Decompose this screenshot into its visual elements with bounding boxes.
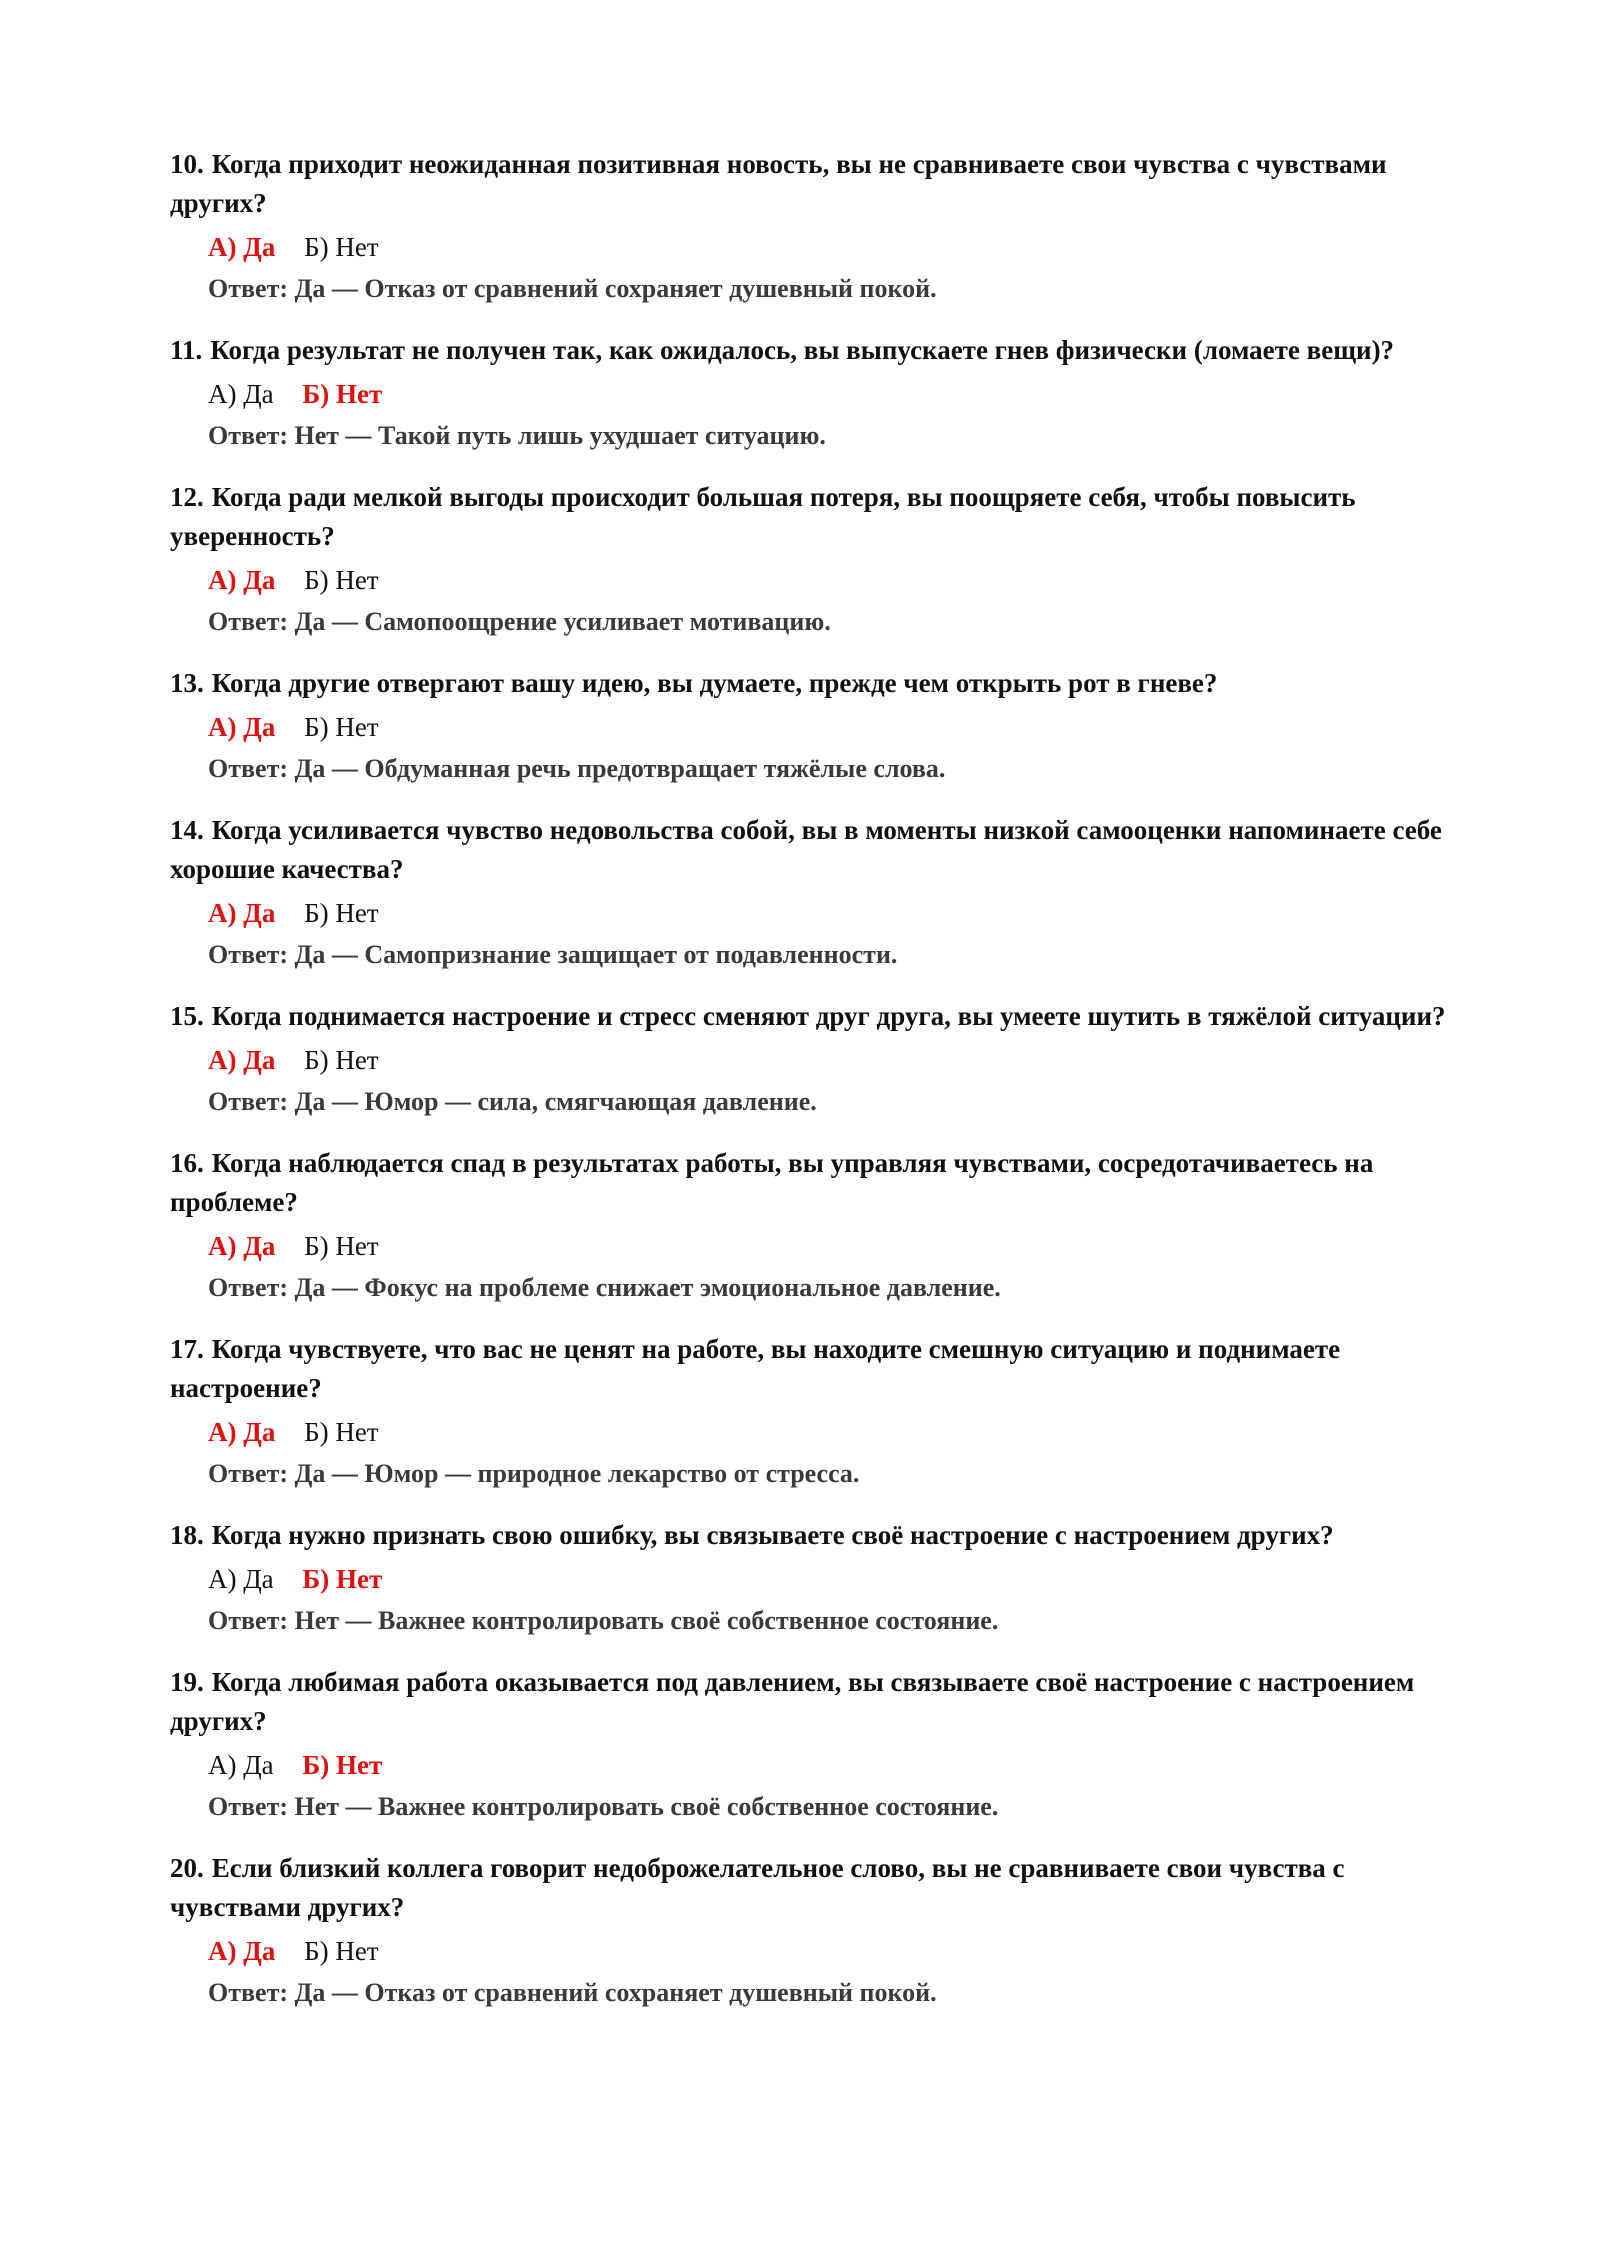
question-body: Если близкий коллега говорит недоброжелательное слово, вы не сравниваете свои чувства с чувствами других? xyxy=(170,1853,1345,1922)
question-text xyxy=(170,997,1450,1036)
answer-explanation: Ответ: Да — Отказ от сравнений сохраняет душевный покой. xyxy=(208,1978,937,2007)
answer-explanation: Ответ: Да — Отказ от сравнений сохраняет душевный покой. xyxy=(208,274,937,303)
question-number: 14. xyxy=(170,815,204,845)
option-b[interactable]: Б) Нет xyxy=(304,1417,379,1447)
answer-options xyxy=(170,1561,1450,1597)
question-item xyxy=(170,1516,1450,1639)
question-text xyxy=(170,145,1450,223)
question-text xyxy=(170,664,1450,703)
question-number: 11. xyxy=(170,335,203,365)
option-b[interactable]: Б) Нет xyxy=(304,898,379,928)
option-b[interactable]: Б) Нет xyxy=(302,1564,383,1594)
question-text xyxy=(170,1516,1450,1555)
answer-options xyxy=(170,562,1450,598)
option-b[interactable]: Б) Нет xyxy=(302,379,383,409)
answer-options xyxy=(170,1747,1450,1783)
question-text xyxy=(170,811,1450,889)
answer-explanation: Ответ: Нет — Важнее контролировать своё собственное состояние. xyxy=(208,1792,999,1821)
answer-explanation: Ответ: Да — Самопризнание защищает от подавленности. xyxy=(208,940,898,969)
question-body: Когда усиливается чувство недовольства собой, вы в моменты низкой самооценки напоминаете себе хорошие качества? xyxy=(170,815,1442,884)
question-body: Когда приходит неожиданная позитивная новость, вы не сравниваете свои чувства с чувствами других? xyxy=(170,149,1387,218)
question-body: Когда нужно признать свою ошибку, вы связываете своё настроение с настроением других? xyxy=(211,1520,1334,1550)
option-a[interactable]: А) Да xyxy=(208,232,276,262)
question-body: Когда результат не получен так, как ожидалось, вы выпускаете гнев физически (ломаете вещи)? xyxy=(210,335,1395,365)
question-number: 20. xyxy=(170,1853,204,1883)
option-b[interactable]: Б) Нет xyxy=(304,1045,379,1075)
option-a[interactable]: А) Да xyxy=(208,1750,274,1780)
question-body: Когда другие отвергают вашу идею, вы думаете, прежде чем открыть рот в гневе? xyxy=(211,668,1218,698)
question-text xyxy=(170,1330,1450,1408)
option-b[interactable]: Б) Нет xyxy=(304,712,379,742)
option-b[interactable]: Б) Нет xyxy=(304,1231,379,1261)
option-b[interactable]: Б) Нет xyxy=(304,565,379,595)
question-number: 18. xyxy=(170,1520,204,1550)
question-item xyxy=(170,811,1450,973)
question-item xyxy=(170,1663,1450,1825)
option-a[interactable]: А) Да xyxy=(208,1231,276,1261)
question-item xyxy=(170,1330,1450,1492)
question-body: Когда любимая работа оказывается под давлением, вы связываете своё настроение с настроением других? xyxy=(170,1667,1415,1736)
option-b[interactable]: Б) Нет xyxy=(304,1936,379,1966)
answer-explanation: Ответ: Да — Самопоощрение усиливает мотивацию. xyxy=(208,607,831,636)
question-list xyxy=(170,145,1450,2011)
question-item xyxy=(170,1849,1450,2011)
option-a[interactable]: А) Да xyxy=(208,1936,276,1966)
question-text xyxy=(170,1663,1450,1741)
question-item xyxy=(170,331,1450,454)
option-a[interactable]: А) Да xyxy=(208,379,274,409)
answer-options xyxy=(170,1414,1450,1450)
question-item xyxy=(170,145,1450,307)
answer-explanation: Ответ: Нет — Такой путь лишь ухудшает ситуацию. xyxy=(208,421,826,450)
option-b[interactable]: Б) Нет xyxy=(302,1750,383,1780)
question-body: Когда наблюдается спад в результатах работы, вы управляя чувствами, сосредотачиваетесь на проблеме? xyxy=(170,1148,1374,1217)
question-item xyxy=(170,478,1450,640)
answer-explanation: Ответ: Да — Обдуманная речь предотвращает тяжёлые слова. xyxy=(208,754,946,783)
answer-options xyxy=(170,1228,1450,1264)
answer-options xyxy=(170,376,1450,412)
question-text xyxy=(170,331,1450,370)
question-number: 19. xyxy=(170,1667,204,1697)
question-text xyxy=(170,1849,1450,1927)
option-a[interactable]: А) Да xyxy=(208,712,276,742)
answer-options xyxy=(170,1933,1450,1969)
answer-options xyxy=(170,709,1450,745)
answer-options xyxy=(170,895,1450,931)
answer-explanation: Ответ: Нет — Важнее контролировать своё собственное состояние. xyxy=(208,1606,999,1635)
option-a[interactable]: А) Да xyxy=(208,1417,276,1447)
option-a[interactable]: А) Да xyxy=(208,565,276,595)
answer-explanation: Ответ: Да — Юмор — сила, смягчающая давление. xyxy=(208,1087,817,1116)
answer-options xyxy=(170,229,1450,265)
answer-explanation: Ответ: Да — Юмор — природное лекарство от стресса. xyxy=(208,1459,860,1488)
question-number: 13. xyxy=(170,668,204,698)
question-number: 15. xyxy=(170,1001,204,1031)
question-number: 17. xyxy=(170,1334,204,1364)
option-a[interactable]: А) Да xyxy=(208,1045,276,1075)
option-a[interactable]: А) Да xyxy=(208,1564,274,1594)
question-body: Когда поднимается настроение и стресс сменяют друг друга, вы умеете шутить в тяжёлой ситуации? xyxy=(211,1001,1446,1031)
question-number: 12. xyxy=(170,482,204,512)
question-text xyxy=(170,1144,1450,1222)
answer-explanation: Ответ: Да — Фокус на проблеме снижает эмоциональное давление. xyxy=(208,1273,1001,1302)
question-text xyxy=(170,478,1450,556)
question-item xyxy=(170,664,1450,787)
question-body: Когда ради мелкой выгоды происходит большая потеря, вы поощряете себя, чтобы повысить уверенность? xyxy=(170,482,1356,551)
option-b[interactable]: Б) Нет xyxy=(304,232,379,262)
question-item xyxy=(170,997,1450,1120)
answer-options xyxy=(170,1042,1450,1078)
question-body: Когда чувствуете, что вас не ценят на работе, вы находите смешную ситуацию и поднимаете настроение? xyxy=(170,1334,1341,1403)
question-item xyxy=(170,1144,1450,1306)
question-number: 16. xyxy=(170,1148,204,1178)
question-number: 10. xyxy=(170,149,204,179)
option-a[interactable]: А) Да xyxy=(208,898,276,928)
